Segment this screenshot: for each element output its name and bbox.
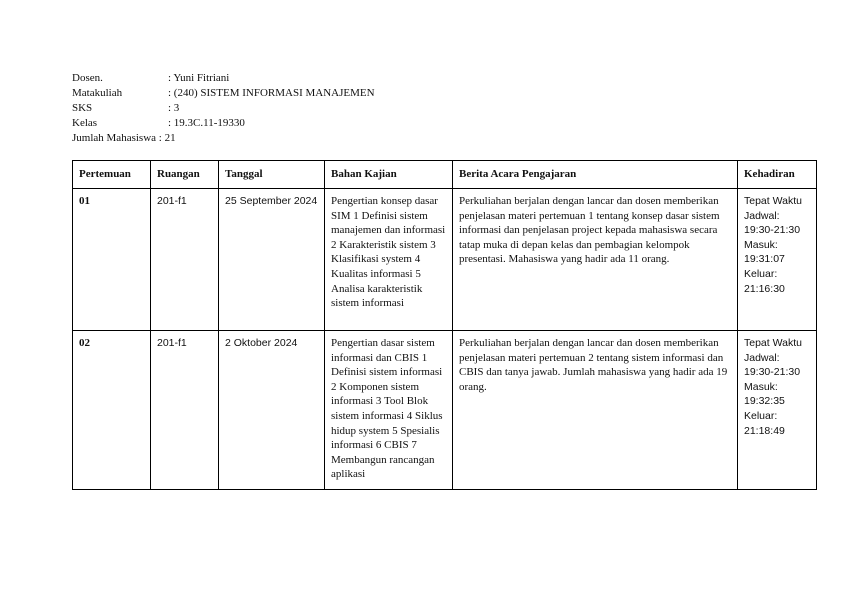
cell-bahan-kajian: Pengertian konsep dasar SIM 1 Definisi sistem manajemen dan informasi 2 Karakteristik sistem 3 Klasifikasi system 4 Kualitas informasi 5 Analisa karakteristik sistem informasi <box>325 189 453 331</box>
kehadiran-jadwal-label: Jadwal: <box>744 209 780 222</box>
info-label: Dosen. <box>72 72 103 84</box>
cell-tanggal: 25 September 2024 <box>219 189 325 331</box>
course-info <box>72 71 375 146</box>
info-value: : 19.3C.11-19330 <box>168 117 245 129</box>
cell-berita-acara: Perkuliahan berjalan dengan lancar dan dosen memberikan penjelasan materi pertemuan 1 tentang konsep dasar sistem informasi dan penjelasan project kepada mahasiswa secara tatap muka di depan kelas dan pembagian kelompok presentasi. Mahasiswa yang hadir ada 11 orang. <box>453 189 738 331</box>
cell-pertemuan: 02 <box>73 331 151 490</box>
kehadiran-jadwal: 19:30-21:30 <box>744 366 801 379</box>
kehadiran-masuk: 19:32:35 <box>744 395 785 408</box>
kehadiran-keluar: 21:16:30 <box>744 282 785 295</box>
table-header-row <box>73 161 817 189</box>
cell-ruangan: 201-f1 <box>151 331 219 490</box>
info-value: : 3 <box>168 102 180 114</box>
info-label: Kelas <box>72 117 98 129</box>
kehadiran-masuk-label: Masuk: <box>744 380 778 393</box>
cell-kehadiran <box>738 331 817 490</box>
attendance-table <box>72 160 817 490</box>
info-label: Matakuliah <box>72 87 123 99</box>
kehadiran-keluar: 21:18:49 <box>744 424 785 437</box>
info-row-jumlah-mahasiswa: Jumlah Mahasiswa : 21 <box>72 132 176 144</box>
info-value: : (240) SISTEM INFORMASI MANAJEMEN <box>168 87 375 99</box>
cell-ruangan: 201-f1 <box>151 189 219 331</box>
header-kehadiran: Kehadiran <box>738 161 817 189</box>
kehadiran-masuk-label: Masuk: <box>744 238 778 251</box>
info-row-matakuliah <box>72 86 375 101</box>
header-pertemuan: Pertemuan <box>73 161 151 189</box>
cell-pertemuan: 01 <box>73 189 151 331</box>
cell-bahan-kajian: Pengertian dasar sistem informasi dan CBIS 1 Definisi sistem informasi 2 Komponen sistem informasi 3 Tool Blok sistem informasi 4 Siklus hidup system 5 Spesialis informasi 6 CBIS 7 Membangun rancangan aplikasi <box>325 331 453 490</box>
kehadiran-masuk: 19:31:07 <box>744 253 785 266</box>
header-ruangan: Ruangan <box>151 161 219 189</box>
cell-tanggal: 2 Oktober 2024 <box>219 331 325 490</box>
info-label: SKS <box>72 102 93 114</box>
info-row-sks <box>72 101 375 116</box>
kehadiran-keluar-label: Keluar: <box>744 267 778 280</box>
info-row-dosen <box>72 71 375 86</box>
header-berita-acara: Berita Acara Pengajaran <box>453 161 738 189</box>
kehadiran-status: Tepat Waktu <box>744 195 802 207</box>
header-bahan-kajian: Bahan Kajian <box>325 161 453 189</box>
kehadiran-jadwal-label: Jadwal: <box>744 351 780 364</box>
table-row <box>73 331 817 490</box>
table-row <box>73 189 817 331</box>
header-tanggal: Tanggal <box>219 161 325 189</box>
kehadiran-jadwal: 19:30-21:30 <box>744 224 801 237</box>
kehadiran-keluar-label: Keluar: <box>744 409 778 422</box>
info-row-kelas <box>72 116 375 131</box>
kehadiran-status: Tepat Waktu <box>744 337 802 349</box>
info-value: : Yuni Fitriani <box>168 72 230 84</box>
cell-kehadiran <box>738 189 817 331</box>
cell-berita-acara: Perkuliahan berjalan dengan lancar dan dosen memberikan penjelasan materi pertemuan 2 tentang sistem informasi dan CBIS dan tanya jawab. Jumlah mahasiswa yang hadir ada 19 orang. <box>453 331 738 490</box>
